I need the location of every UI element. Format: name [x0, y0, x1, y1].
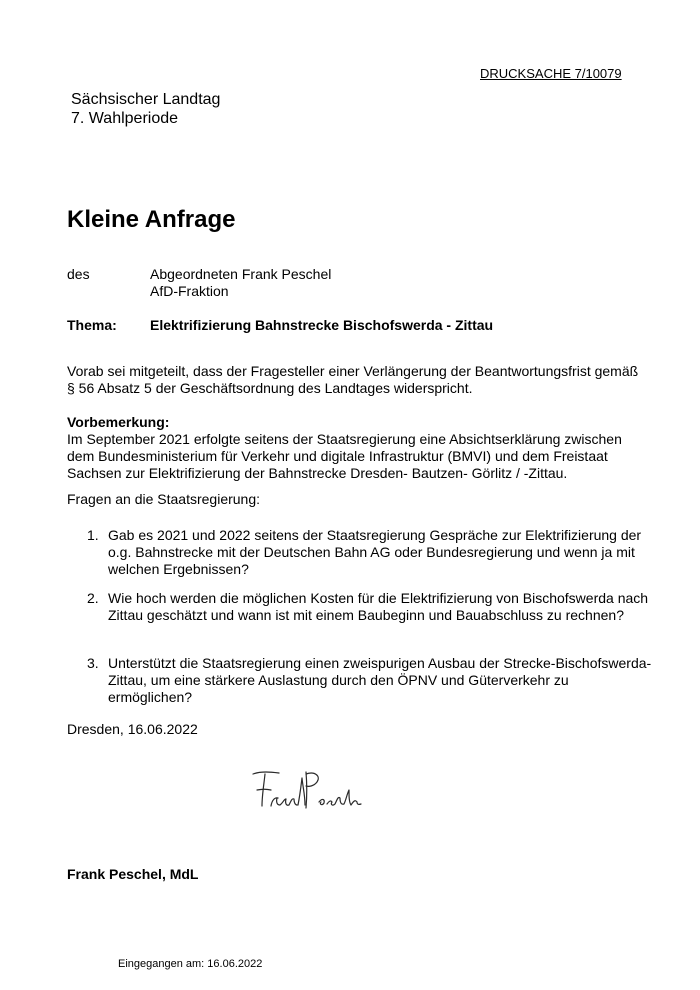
parliament-header: [71, 90, 220, 128]
place-date: Dresden, 16.06.2022: [67, 721, 198, 737]
question-number: 1.: [87, 527, 99, 543]
questions-intro: Fragen an die Staatsregierung:: [67, 491, 261, 507]
topic: Elektrifizierung Bahnstrecke Bischofswerda - Zittau: [150, 317, 494, 333]
from-faction: AfD-Fraktion: [150, 283, 229, 299]
preliminary-text: Im September 2021 erfolgte seitens der Staatsregierung eine Absichtserklärung zwischen dem Bundesministerium für Verkehr und digitale Infrastruktur (BMVI) und dem Freistaat Sachsen zur Elektrifizierung der Bahnstrecke Dresden- Bautzen- Görlitz / -Zittau.: [67, 431, 622, 481]
topic-label: Thema:: [67, 317, 117, 333]
preliminary-heading: Vorbemerkung:: [67, 414, 170, 430]
signer-name: Frank Peschel, MdL: [67, 866, 199, 882]
received-stamp: Eingegangen am: 16.06.2022: [118, 958, 263, 970]
handwritten-signature: [245, 762, 375, 818]
question-number: 3.: [87, 655, 99, 671]
question-text: Gab es 2021 und 2022 seitens der Staatsregierung Gespräche zur Elektrifizierung der o.g. Bahnstrecke mit der Deutschen Bahn AG oder Bundesregierung und wenn ja mit welchen Ergebnissen?: [108, 527, 642, 577]
document-number: DRUCKSACHE 7/10079: [480, 66, 622, 81]
question-text: Wie hoch werden die möglichen Kosten für die Elektrifizierung von Bischofswerda nach Zittau geschätzt und wann ist mit einem Baubeginn und Bauabschluss zu rechnen?: [108, 590, 649, 623]
legislative-period: 7. Wahlperiode: [71, 110, 179, 127]
question-text: Unterstützt die Staatsregierung einen zweispurigen Ausbau der Strecke-Bischofswerda-Zittau, um eine stärkere Auslastung durch den ÖPNV und Güterverkehr zu ermöglichen?: [108, 655, 652, 705]
parliament-name: Sächsischer Landtag: [71, 91, 221, 108]
preliminary-remark: [67, 414, 647, 482]
question-number: 2.: [87, 590, 99, 606]
from-label: des: [67, 266, 90, 282]
from-block: [150, 266, 331, 300]
document-title: Kleine Anfrage: [67, 206, 236, 233]
from-name: Abgeordneten Frank Peschel: [150, 266, 332, 282]
deadline-notice: Vorab sei mitgeteilt, dass der Fragesteller einer Verlängerung der Beantwortungsfrist gemäß § 56 Absatz 5 der Geschäftsordnung des Landtages widerspricht.: [67, 363, 639, 396]
